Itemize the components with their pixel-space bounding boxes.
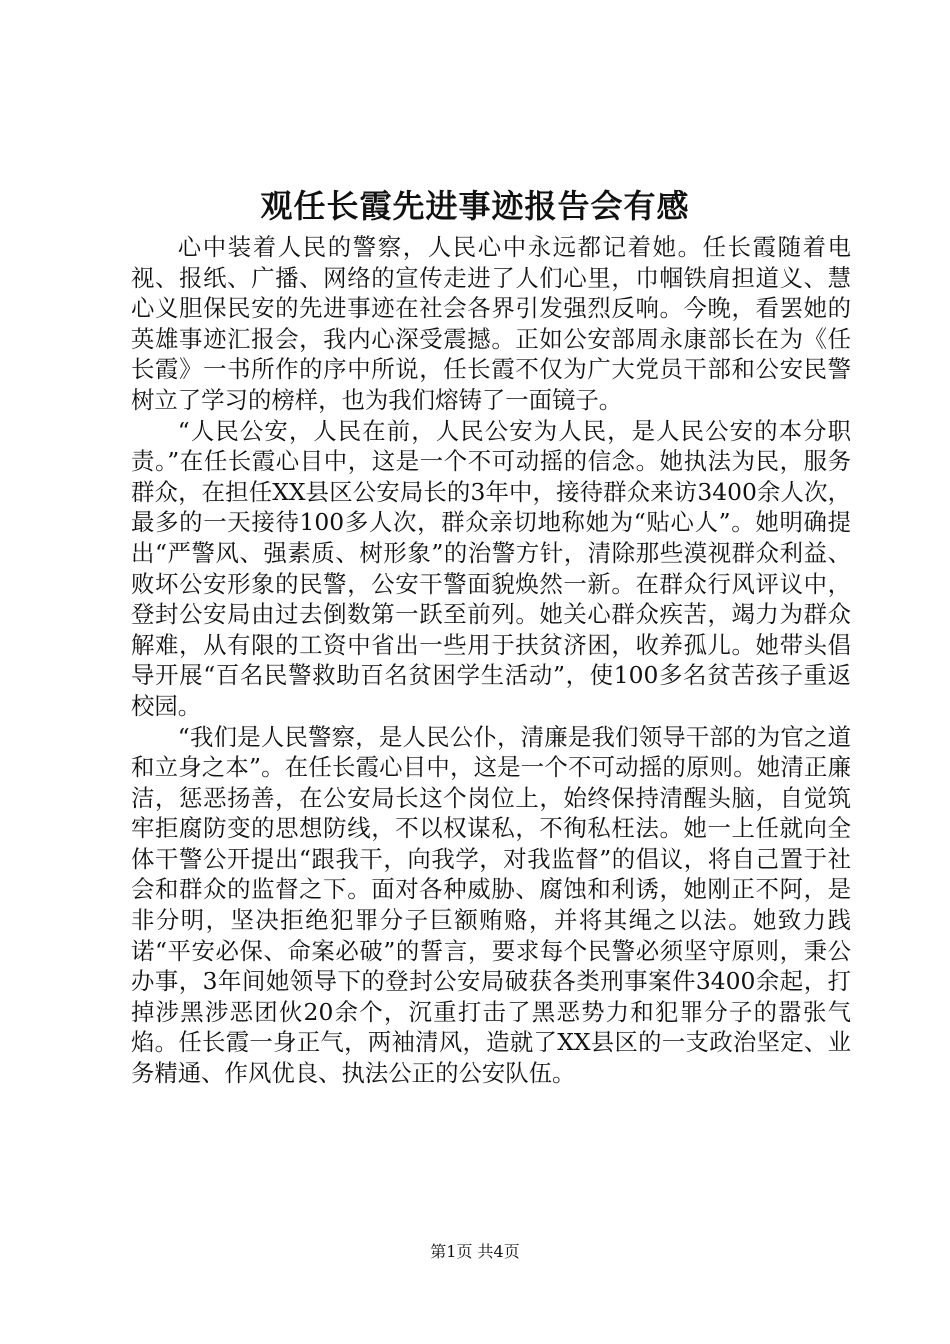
- page-title: 观任长霞先进事迹报告会有感: [260, 187, 690, 225]
- paragraph-3: “我们是人民警察，是人民公仆，清廉是我们领导干部的为官之道和立身之本”。在任长霞心目中，这是一个不可动摇的原则。她清正廉洁，惩恶扬善，在公安局长这个岗位上，始终保持清醒头脑，自觉筑牢拒腐防变的思想防线，不以权谋私，不徇私枉法。她一上任就向全体干警公开提出“跟我干，向我学，对我监督”的倡议，将自己置于社会和群众的监督之下。面对各种威胁、腐蚀和利诱，她刚正不阿，是非分明，坚决拒绝犯罪分子巨额贿赂，并将其绳之以法。她致力践诺“平安必保、命案必破”的誓言，要求每个民警必须坚守原则，秉公办事，3年间她领导下的登封公安局破获各类刑事案件3400余起，打掉涉黑涉恶团伙20余个，沉重打击了黑恶势力和犯罪分子的嚣张气焰。任长霞一身正气，两袖清风，造就了XX县区的一支政治坚定、业务精通、作风优良、执法公正的公安队伍。: [131, 722, 851, 1088]
- document-body: [131, 232, 851, 1089]
- page-number-footer: 第1页 共4页: [430, 1242, 520, 1261]
- paragraph-2: “人民公安，人民在前，人民公安为人民，是人民公安的本分职责。”在任长霞心目中，这是一个不可动摇的信念。她执法为民，服务群众，在担任XX县区公安局长的3年中，接待群众来访3400余人次，最多的一天接待100多人次，群众亲切地称她为“贴心人”。她明确提出“严警风、强素质、树形象”的治警方针，清除那些漠视群众利益、败坏公安形象的民警，公安干警面貌焕然一新。在群众行风评议中，登封公安局由过去倒数第一跃至前列。她关心群众疾苦，竭力为群众解难，从有限的工资中省出一些用于扶贫济困，收养孤儿。她带头倡导开展“百名民警救助百名贫困学生活动”，使100多名贫苦孩子重返校园。: [131, 416, 851, 720]
- paragraph-1: 心中装着人民的警察，人民心中永远都记着她。任长霞随着电视、报纸、广播、网络的宣传走进了人们心里，巾帼铁肩担道义、慧心义胆保民安的先进事迹在社会各界引发强烈反响。今晚，看罢她的英雄事迹汇报会，我内心深受震撼。正如公安部周永康部长在为《任长霞》一书所作的序中所说，任长霞不仅为广大党员干部和公安民警树立了学习的榜样，也为我们熔铸了一面镜子。: [131, 233, 851, 414]
